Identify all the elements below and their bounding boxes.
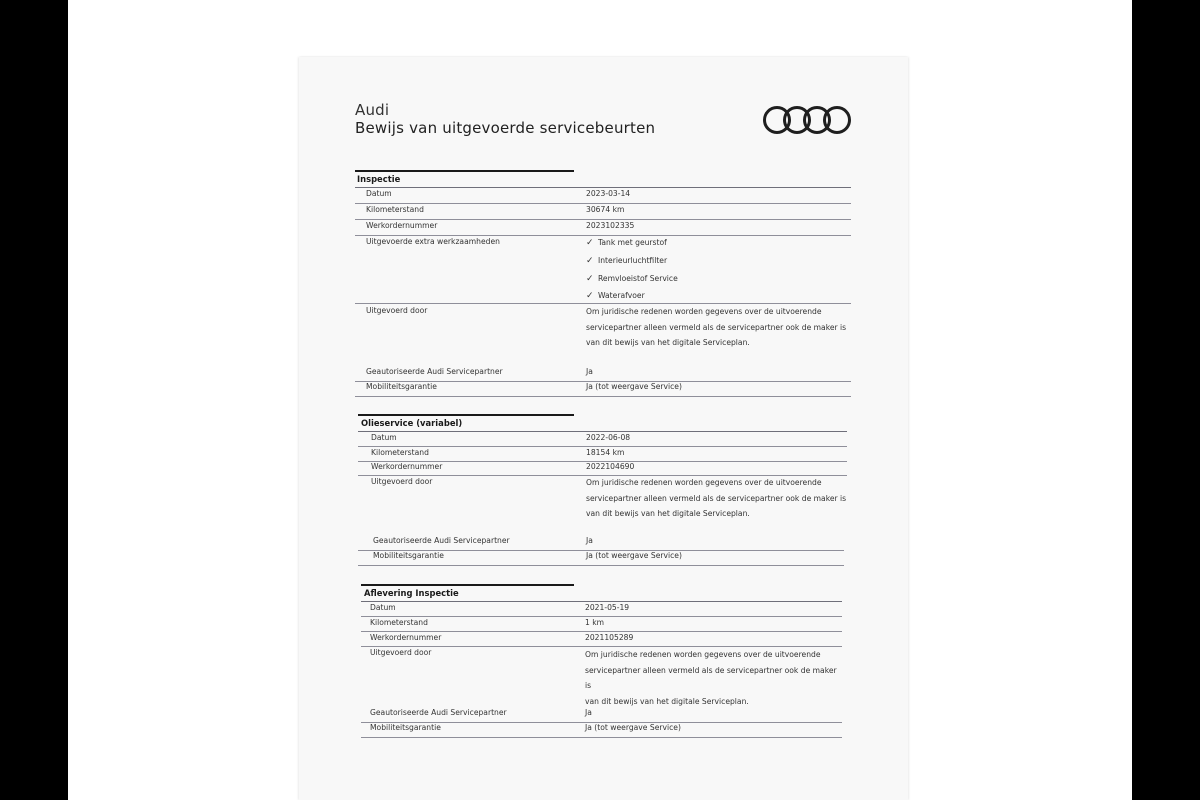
table-row <box>358 433 847 447</box>
row-value: 18154 km <box>586 448 625 457</box>
table-row <box>355 382 851 397</box>
check-item <box>586 274 678 284</box>
row-label: Geautoriseerde Audi Servicepartner <box>373 536 510 545</box>
table-row <box>361 618 842 632</box>
row-value: Ja <box>586 536 593 545</box>
row-label: Uitgevoerde extra werkzaamheden <box>366 237 500 246</box>
row-value: 2021105289 <box>585 633 634 642</box>
section-title-bar <box>355 170 574 172</box>
header-rule <box>355 185 851 188</box>
check-item-label: Interieurluchtfilter <box>598 256 668 265</box>
legal-notice-line: van dit bewijs van het digitale Serviceplan. <box>585 696 749 706</box>
row-label: Werkordernummer <box>371 462 443 471</box>
row-label: Kilometerstand <box>370 618 428 627</box>
check-item-label: Remvloeistof Service <box>598 274 678 283</box>
check-item-label: Waterafvoer <box>598 291 645 300</box>
checkmark-icon: ✓ <box>586 291 594 301</box>
row-label: Geautoriseerde Audi Servicepartner <box>370 708 507 717</box>
row-label: Mobiliteitsgarantie <box>366 382 437 391</box>
brand-name: Audi <box>355 101 390 119</box>
row-value: Ja (tot weergave Service) <box>586 382 682 391</box>
section-olieservice <box>358 414 847 570</box>
section-title: Aflevering Inspectie <box>364 588 459 598</box>
section-title: Inspectie <box>357 174 401 184</box>
header-rule <box>358 429 847 432</box>
check-item <box>586 238 667 248</box>
section-title: Olieservice (variabel) <box>361 418 463 428</box>
table-row <box>361 603 842 617</box>
row-label: Uitgevoerd door <box>371 477 433 486</box>
checkmark-icon: ✓ <box>586 274 594 284</box>
check-item <box>586 256 667 266</box>
row-label: Datum <box>366 189 392 198</box>
table-row <box>355 189 851 204</box>
table-row <box>358 448 847 462</box>
row-value: 2023-03-14 <box>586 189 631 198</box>
row-label: Uitgevoerd door <box>366 306 428 315</box>
row-label: Werkordernummer <box>370 633 442 642</box>
check-item <box>586 291 645 301</box>
legal-notice-line: servicepartner alleen vermeld als de servicepartner ook de maker is <box>586 322 847 332</box>
section-title-bar <box>361 584 574 586</box>
table-row <box>361 708 842 723</box>
row-value: 2022104690 <box>586 462 635 471</box>
section-inspectie <box>355 170 851 400</box>
row-value: 2021-05-19 <box>585 603 630 612</box>
section-title-bar <box>358 414 574 416</box>
row-value: 2022-06-08 <box>586 433 631 442</box>
row-value: 2023102335 <box>586 221 635 230</box>
legal-notice-line: servicepartner alleen vermeld als de servicepartner ook de maker is <box>585 665 837 691</box>
row-value: 1 km <box>585 618 605 627</box>
check-item-label: Tank met geurstof <box>598 238 667 247</box>
row-label: Datum <box>371 433 397 442</box>
row-label: Kilometerstand <box>366 205 424 214</box>
row-value: Ja (tot weergave Service) <box>586 551 682 560</box>
row-value: Ja (tot weergave Service) <box>585 723 681 732</box>
document-title: Bewijs van uitgevoerde servicebeurten <box>355 119 656 137</box>
row-value: Ja <box>586 367 593 376</box>
row-label: Uitgevoerd door <box>370 648 432 657</box>
header-rule <box>361 599 842 602</box>
row-value: Ja <box>585 708 592 717</box>
row-label: Geautoriseerde Audi Servicepartner <box>366 367 503 376</box>
table-row <box>361 723 842 738</box>
table-row <box>358 551 844 566</box>
row-value: 30674 km <box>586 205 625 214</box>
table-row <box>355 221 851 236</box>
table-row <box>358 536 844 551</box>
legal-notice-line: van dit bewijs van het digitale Serviceplan. <box>586 338 750 348</box>
table-row <box>361 633 842 647</box>
legal-notice <box>585 647 842 709</box>
legal-notice-line: Om juridische redenen worden gegevens over de uitvoerende <box>585 650 821 659</box>
row-label: Mobiliteitsgarantie <box>373 551 444 560</box>
legal-notice <box>586 475 846 522</box>
section-aflevering-inspectie <box>361 584 842 742</box>
table-row <box>355 367 851 382</box>
checkmark-icon: ✓ <box>586 238 594 248</box>
row-label: Kilometerstand <box>371 448 429 457</box>
checkmark-icon: ✓ <box>586 256 594 266</box>
legal-notice <box>586 304 846 351</box>
row-label: Datum <box>370 603 396 612</box>
legal-notice-line: Om juridische redenen worden gegevens over de uitvoerende <box>586 307 822 316</box>
table-row <box>355 205 851 220</box>
row-label: Werkordernummer <box>366 221 438 230</box>
legal-notice-line: van dit bewijs van het digitale Serviceplan. <box>586 509 750 519</box>
legal-notice-line: Om juridische redenen worden gegevens over de uitvoerende <box>586 478 822 487</box>
legal-notice-line: servicepartner alleen vermeld als de servicepartner ook de maker is <box>586 493 847 503</box>
audi-rings-logo-icon <box>762 104 852 136</box>
row-label: Mobiliteitsgarantie <box>370 723 441 732</box>
table-row <box>358 462 847 476</box>
